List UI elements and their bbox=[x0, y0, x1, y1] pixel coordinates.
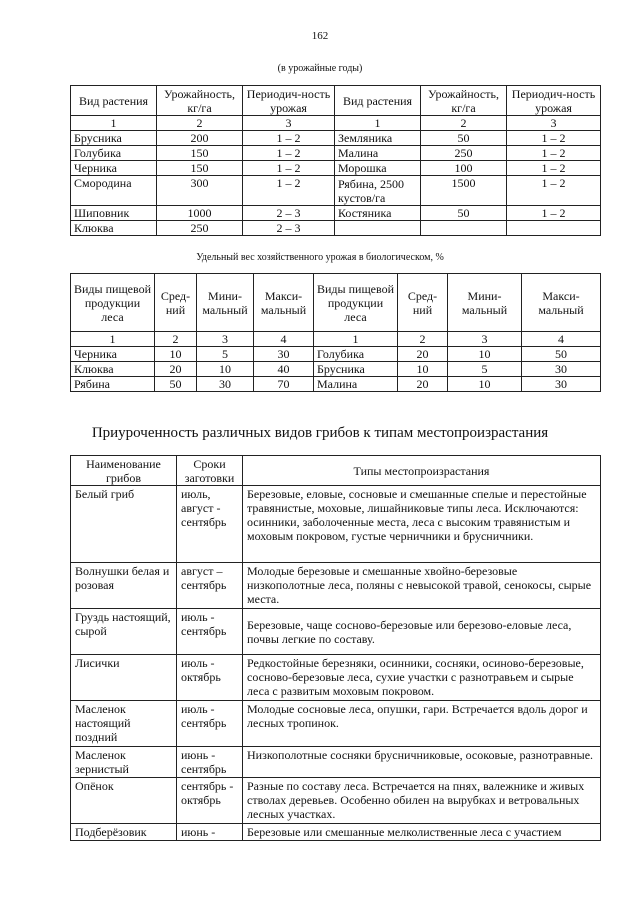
table-row bbox=[71, 563, 601, 609]
cell: 2 – 3 bbox=[243, 206, 335, 221]
header-cell: Периодич-ность урожая bbox=[243, 86, 335, 116]
page-number: 162 bbox=[311, 30, 329, 42]
header-cell: Наименование грибов bbox=[71, 456, 177, 486]
table-header-row bbox=[71, 86, 601, 116]
cell: 10 bbox=[155, 347, 197, 362]
number-cell: 3 bbox=[448, 332, 522, 347]
cell: 5 bbox=[448, 362, 522, 377]
table-row bbox=[71, 824, 601, 841]
table-row bbox=[71, 655, 601, 701]
cell: 50 bbox=[421, 206, 507, 221]
table-row bbox=[71, 206, 601, 221]
cell: Смородина bbox=[71, 176, 157, 206]
cell: июнь - сентябрь bbox=[177, 747, 243, 778]
cell: 150 bbox=[157, 146, 243, 161]
number-cell: 3 bbox=[243, 116, 335, 131]
header-cell: Типы местопроизрастания bbox=[243, 456, 601, 486]
number-cell: 2 bbox=[398, 332, 448, 347]
table-row bbox=[71, 146, 601, 161]
table-row bbox=[71, 778, 601, 824]
cell: Малина bbox=[335, 146, 421, 161]
table-row bbox=[71, 701, 601, 747]
table-row bbox=[71, 347, 601, 362]
cell: июль - октябрь bbox=[177, 655, 243, 701]
cell: Молодые сосновые леса, опушки, гари. Встречается вдоль дорог и лесных тропинок. bbox=[243, 701, 601, 747]
header-cell: Мини-мальный bbox=[448, 274, 522, 332]
cell: Черника bbox=[71, 161, 157, 176]
table2-caption: Удельный вес хозяйственного урожая в биологическом, % bbox=[196, 252, 444, 263]
header-cell: Урожайность, кг/га bbox=[157, 86, 243, 116]
header-cell: Периодич-ность урожая bbox=[507, 86, 601, 116]
header-cell: Сред-ний bbox=[398, 274, 448, 332]
cell: 1000 bbox=[157, 206, 243, 221]
cell: Клюква bbox=[71, 362, 155, 377]
cell: 20 bbox=[155, 362, 197, 377]
mushroom-habitat-table bbox=[70, 455, 601, 841]
cell: 2 – 3 bbox=[243, 221, 335, 236]
cell: 1 – 2 bbox=[507, 146, 601, 161]
table1-caption: (в урожайные годы) bbox=[277, 63, 363, 74]
cell: 40 bbox=[254, 362, 314, 377]
cell: Черника bbox=[71, 347, 155, 362]
cell: Редкостойные березняки, осинники, сосняки, осиново-березовые, сосново-березовые леса, сухие участки с разнотравьем и сырые леса с развитым моховым покровом. bbox=[243, 655, 601, 701]
cell bbox=[335, 221, 421, 236]
number-cell: 4 bbox=[254, 332, 314, 347]
number-cell: 2 bbox=[157, 116, 243, 131]
cell: Брусника bbox=[314, 362, 398, 377]
cell: 20 bbox=[398, 347, 448, 362]
header-cell: Сред-ний bbox=[155, 274, 197, 332]
cell: Лисички bbox=[71, 655, 177, 701]
cell bbox=[507, 221, 601, 236]
cell: Земляника bbox=[335, 131, 421, 146]
number-cell: 2 bbox=[421, 116, 507, 131]
cell: 70 bbox=[254, 377, 314, 392]
cell: 10 bbox=[448, 347, 522, 362]
cell: Низкополотные сосняки брусничниковые, осоковые, разнотравные. bbox=[243, 747, 601, 778]
header-cell: Виды пищевой продукции леса bbox=[314, 274, 398, 332]
table-number-row bbox=[71, 116, 601, 131]
cell: 30 bbox=[522, 362, 601, 377]
table-number-row bbox=[71, 332, 601, 347]
table-row bbox=[71, 131, 601, 146]
table-row bbox=[71, 362, 601, 377]
header-cell: Сроки заготовки bbox=[177, 456, 243, 486]
number-cell: 2 bbox=[155, 332, 197, 347]
cell: 50 bbox=[421, 131, 507, 146]
table-row bbox=[71, 221, 601, 236]
cell: Шиповник bbox=[71, 206, 157, 221]
cell: 1 – 2 bbox=[243, 161, 335, 176]
cell: 1 – 2 bbox=[243, 176, 335, 206]
cell: 250 bbox=[157, 221, 243, 236]
table-row bbox=[71, 486, 601, 563]
cell: Брусника bbox=[71, 131, 157, 146]
cell: июль - сентябрь bbox=[177, 701, 243, 747]
cell: сентябрь - октябрь bbox=[177, 778, 243, 824]
cell: 1 – 2 bbox=[507, 206, 601, 221]
cell: 20 bbox=[398, 377, 448, 392]
cell: Масленок настоящий поздний bbox=[71, 701, 177, 747]
number-cell: 1 bbox=[314, 332, 398, 347]
cell: Разные по составу леса. Встречается на пнях, валежнике и живых стволах деревьев. Особенно обилен на вырубках и ветровальных лесных участках. bbox=[243, 778, 601, 824]
cell: 30 bbox=[522, 377, 601, 392]
table-header-row bbox=[71, 456, 601, 486]
cell: 250 bbox=[421, 146, 507, 161]
table-row bbox=[71, 377, 601, 392]
cell: август – сентябрь bbox=[177, 563, 243, 609]
header-cell: Мини-мальный bbox=[197, 274, 254, 332]
cell: 200 bbox=[157, 131, 243, 146]
number-cell: 1 bbox=[71, 116, 157, 131]
cell: Опёнок bbox=[71, 778, 177, 824]
header-cell: Виды пищевой продукции леса bbox=[71, 274, 155, 332]
cell: 10 bbox=[398, 362, 448, 377]
cell: июнь - bbox=[177, 824, 243, 841]
cell: 1 – 2 bbox=[243, 146, 335, 161]
cell: 50 bbox=[522, 347, 601, 362]
cell: 30 bbox=[254, 347, 314, 362]
cell: 150 bbox=[157, 161, 243, 176]
table-row bbox=[71, 161, 601, 176]
cell: Клюква bbox=[71, 221, 157, 236]
cell: Рябина bbox=[71, 377, 155, 392]
cell: Березовые, чаще сосново-березовые или березово-еловые леса, почвы легкие по составу. bbox=[243, 609, 601, 655]
table-row bbox=[71, 176, 601, 206]
cell: Костяника bbox=[335, 206, 421, 221]
cell: Подберёзовик bbox=[71, 824, 177, 841]
cell: 30 bbox=[197, 377, 254, 392]
harvest-share-table bbox=[70, 273, 601, 392]
cell: 1 – 2 bbox=[507, 131, 601, 146]
cell: Голубика bbox=[314, 347, 398, 362]
cell: Волнушки белая и розовая bbox=[71, 563, 177, 609]
yield-table bbox=[70, 85, 601, 236]
header-cell: Макси-мальный bbox=[522, 274, 601, 332]
cell: Груздь настоящий, сырой bbox=[71, 609, 177, 655]
cell: Масленок зернистый bbox=[71, 747, 177, 778]
cell: Морошка bbox=[335, 161, 421, 176]
number-cell: 3 bbox=[507, 116, 601, 131]
cell: июль, август - сентябрь bbox=[177, 486, 243, 563]
cell: 100 bbox=[421, 161, 507, 176]
cell: 1 – 2 bbox=[507, 161, 601, 176]
cell: 300 bbox=[157, 176, 243, 206]
cell bbox=[421, 221, 507, 236]
number-cell: 3 bbox=[197, 332, 254, 347]
cell: 1500 bbox=[421, 176, 507, 206]
number-cell: 1 bbox=[335, 116, 421, 131]
cell: 1 – 2 bbox=[507, 176, 601, 206]
cell: Березовые или смешанные мелколиственные леса с участием bbox=[243, 824, 601, 841]
cell: Рябина, 2500 кустов/га bbox=[335, 176, 421, 206]
header-cell: Макси-мальный bbox=[254, 274, 314, 332]
header-cell: Вид растения bbox=[335, 86, 421, 116]
cell: 10 bbox=[197, 362, 254, 377]
cell: 50 bbox=[155, 377, 197, 392]
table-row bbox=[71, 609, 601, 655]
table-header-row bbox=[71, 274, 601, 332]
table-row bbox=[71, 747, 601, 778]
cell: Малина bbox=[314, 377, 398, 392]
cell: 1 – 2 bbox=[243, 131, 335, 146]
cell: июль - сентябрь bbox=[177, 609, 243, 655]
header-cell: Урожайность, кг/га bbox=[421, 86, 507, 116]
cell: Молодые березовые и смешанные хвойно-березовые низкополотные леса, поляны с невысокой травой, сенокосы, сырые места. bbox=[243, 563, 601, 609]
number-cell: 4 bbox=[522, 332, 601, 347]
mushroom-table-title: Приуроченность различных видов грибов к типам местопроизрастания bbox=[91, 425, 549, 441]
cell: 10 bbox=[448, 377, 522, 392]
number-cell: 1 bbox=[71, 332, 155, 347]
cell: Белый гриб bbox=[71, 486, 177, 563]
cell: Березовые, еловые, сосновые и смешанные спелые и перестойные травянистые, моховые, лишайниковые типы леса. Исключаются: осинники, заболоченные места, леса с высоким травянистым и моховым покровом, густые черничники и брусничники. bbox=[243, 486, 601, 563]
header-cell: Вид растения bbox=[71, 86, 157, 116]
cell: 5 bbox=[197, 347, 254, 362]
cell: Голубика bbox=[71, 146, 157, 161]
